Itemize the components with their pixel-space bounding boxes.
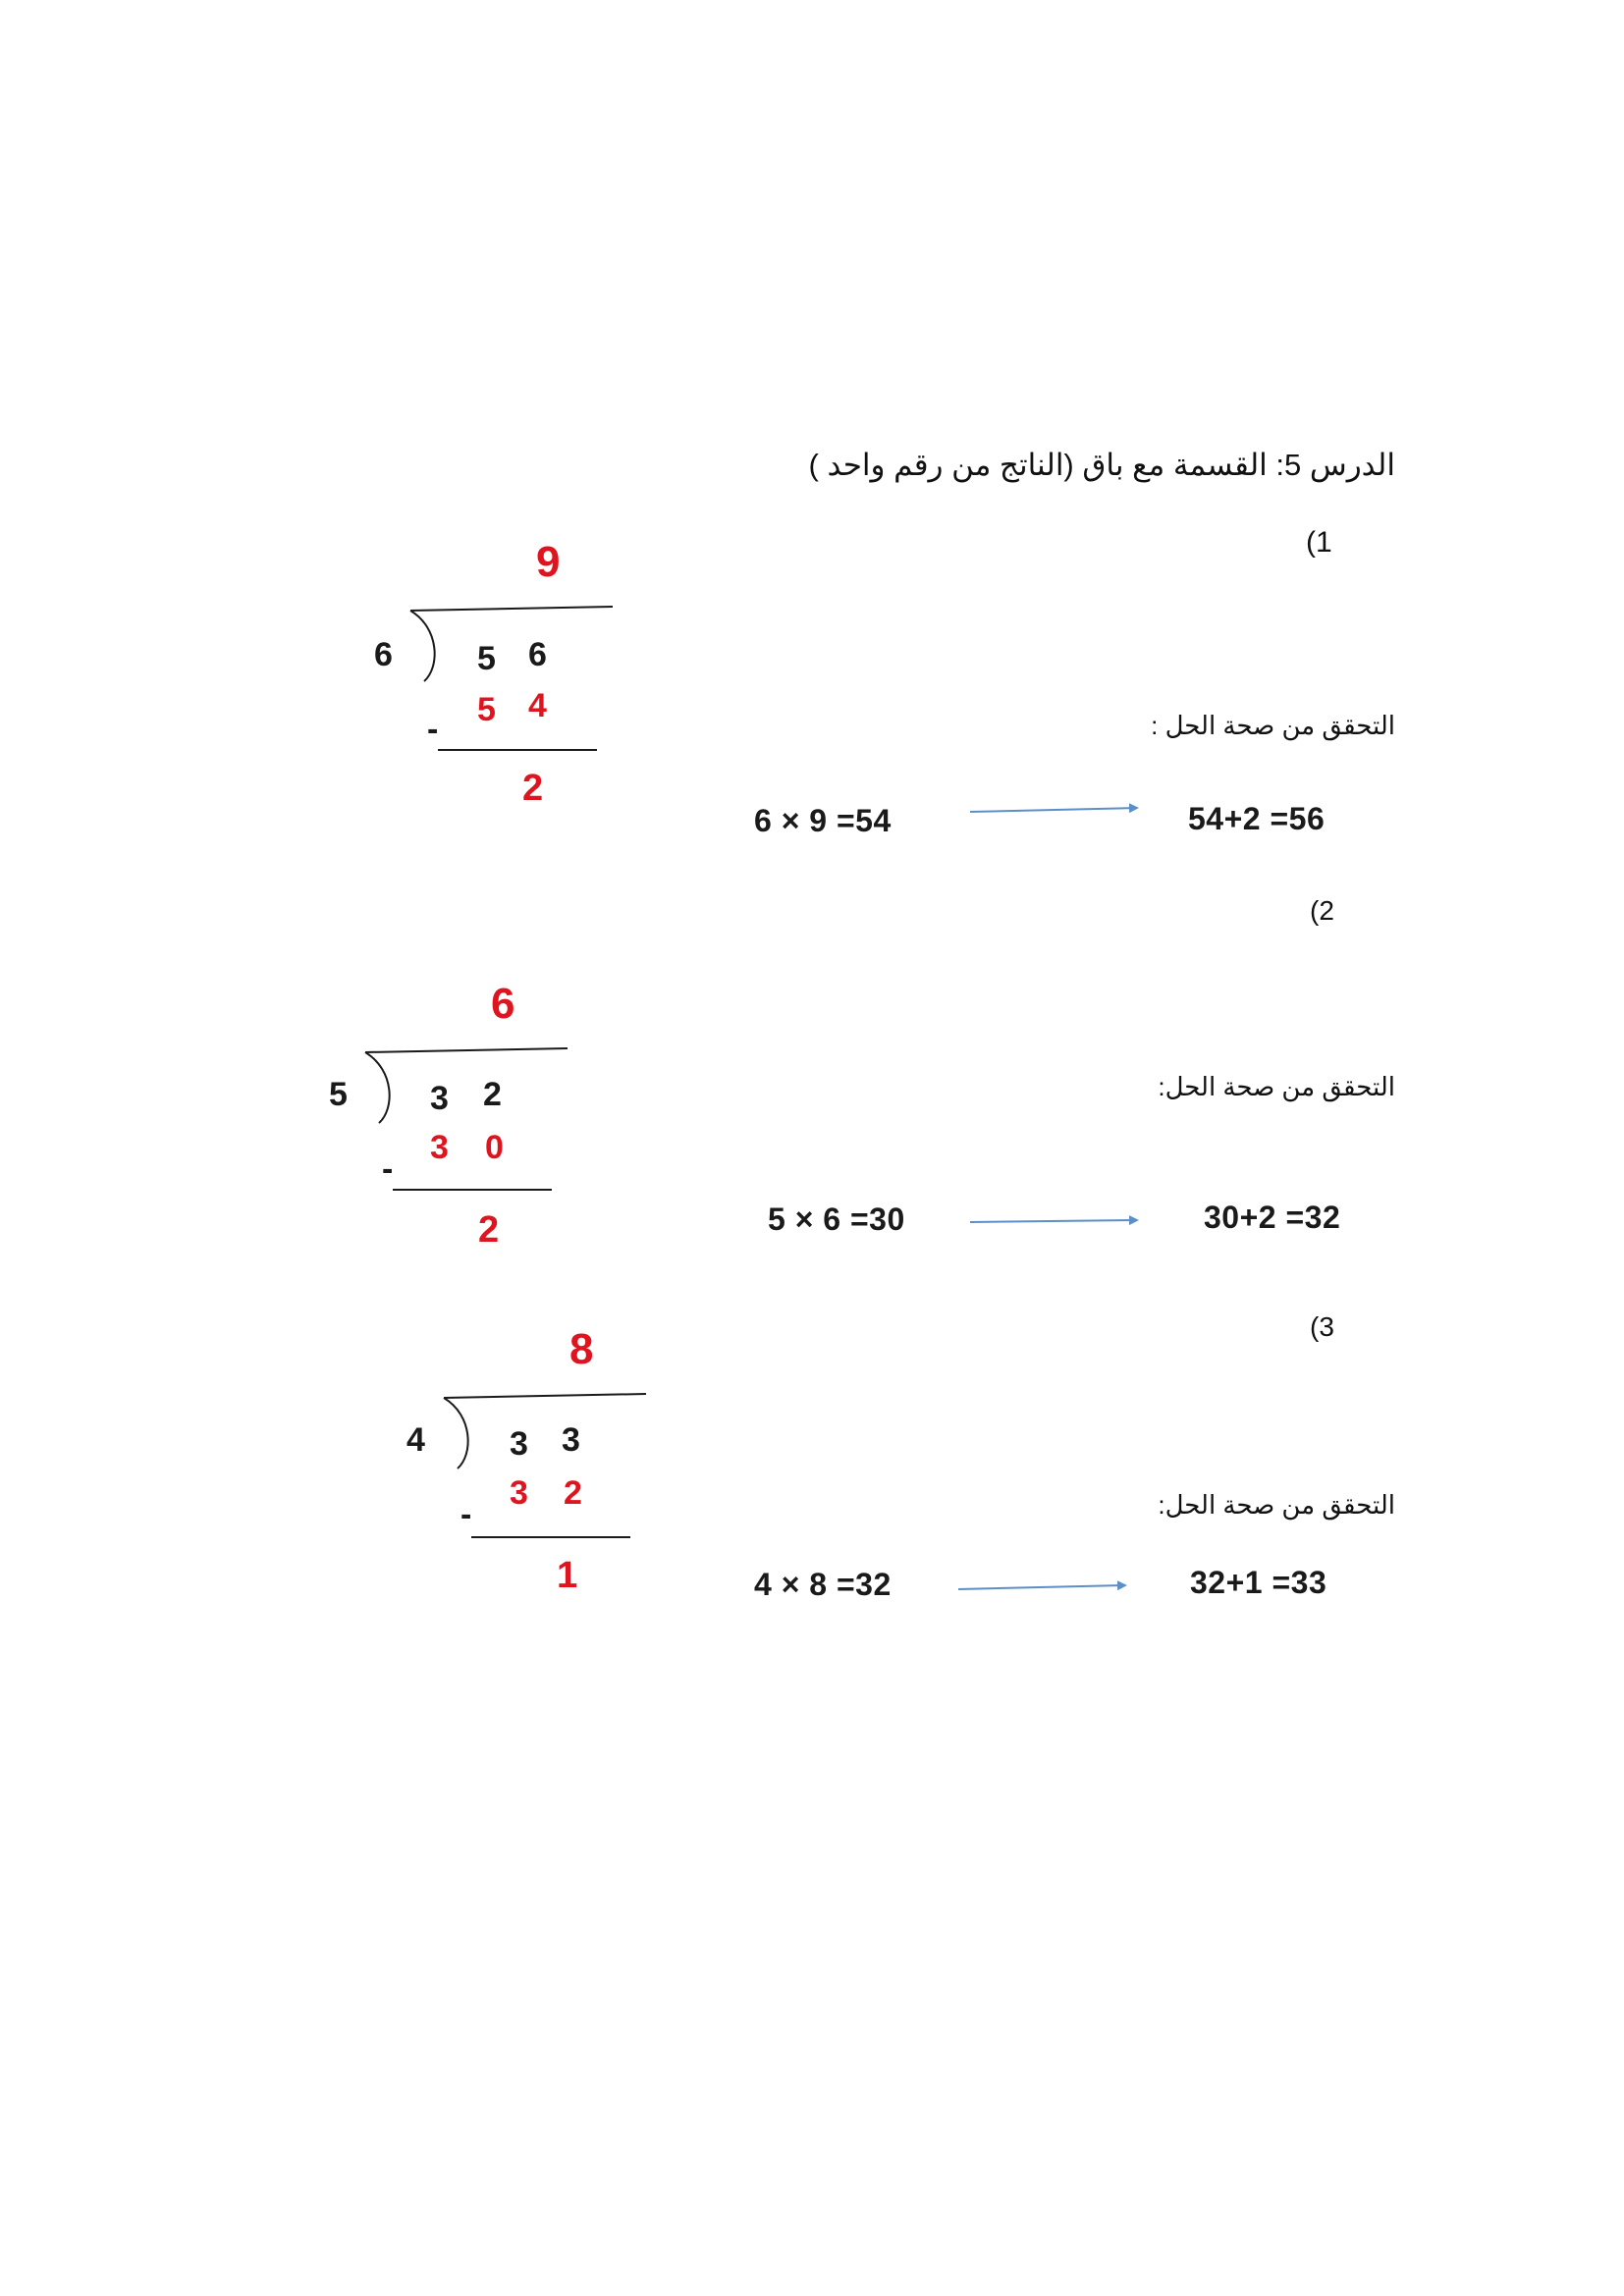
product-tens-2: 3 <box>430 1129 449 1166</box>
multiplication-check-1: 6 × 9 =54 <box>754 803 892 838</box>
verify-label-1: التحقق من صحة الحل : <box>1151 711 1395 740</box>
quotient-3: 8 <box>569 1325 594 1373</box>
quotient-1: 9 <box>536 538 561 586</box>
dividend-tens-1: 5 <box>477 640 496 677</box>
remainder-3: 1 <box>557 1555 578 1596</box>
product-ones-1: 4 <box>528 687 547 724</box>
problem-number-1: 1) <box>1306 526 1332 559</box>
problem-number-3: 3) <box>1310 1311 1334 1342</box>
addition-check-1: 54+2 =56 <box>1188 801 1326 836</box>
verify-label-3: التحقق من صحة الحل: <box>1158 1490 1395 1520</box>
product-tens-1: 5 <box>477 691 496 728</box>
dividend-tens-2: 3 <box>430 1080 449 1117</box>
dividend-ones-3: 3 <box>562 1421 580 1459</box>
division-bar-1 <box>410 607 613 611</box>
minus-sign-1: - <box>427 711 439 748</box>
product-tens-3: 3 <box>510 1474 528 1512</box>
division-bar-3 <box>444 1394 646 1398</box>
arrow-3 <box>958 1585 1125 1589</box>
verify-label-2: التحقق من صحة الحل: <box>1158 1072 1395 1101</box>
addition-check-3: 32+1 =33 <box>1190 1565 1327 1600</box>
minus-sign-2: - <box>382 1150 394 1188</box>
problem-number-2: 2) <box>1310 895 1334 926</box>
multiplication-check-3: 4 × 8 =32 <box>754 1567 892 1602</box>
quotient-2: 6 <box>491 980 515 1028</box>
dividend-tens-3: 3 <box>510 1425 528 1463</box>
remainder-2: 2 <box>478 1209 500 1251</box>
remainder-1: 2 <box>522 768 544 809</box>
product-ones-3: 2 <box>564 1474 582 1512</box>
lesson-title: الدرس 5: القسمة مع باق (الناتج من رقم واحد ) <box>808 448 1395 482</box>
dividend-ones-2: 2 <box>483 1076 502 1113</box>
product-ones-2: 0 <box>485 1129 504 1166</box>
divisor-1: 6 <box>374 636 393 673</box>
divisor-2: 5 <box>329 1076 348 1113</box>
arrow-2 <box>970 1220 1137 1222</box>
divisor-3: 4 <box>406 1421 425 1459</box>
division-bracket-3 <box>444 1398 468 1468</box>
arrow-1 <box>970 808 1137 812</box>
division-bar-2 <box>365 1048 568 1052</box>
addition-check-2: 30+2 =32 <box>1204 1200 1341 1235</box>
minus-sign-3: - <box>460 1496 472 1533</box>
division-bracket-2 <box>365 1052 390 1123</box>
multiplication-check-2: 5 × 6 =30 <box>768 1201 905 1237</box>
division-bracket-1 <box>410 611 435 681</box>
dividend-ones-1: 6 <box>528 636 547 673</box>
